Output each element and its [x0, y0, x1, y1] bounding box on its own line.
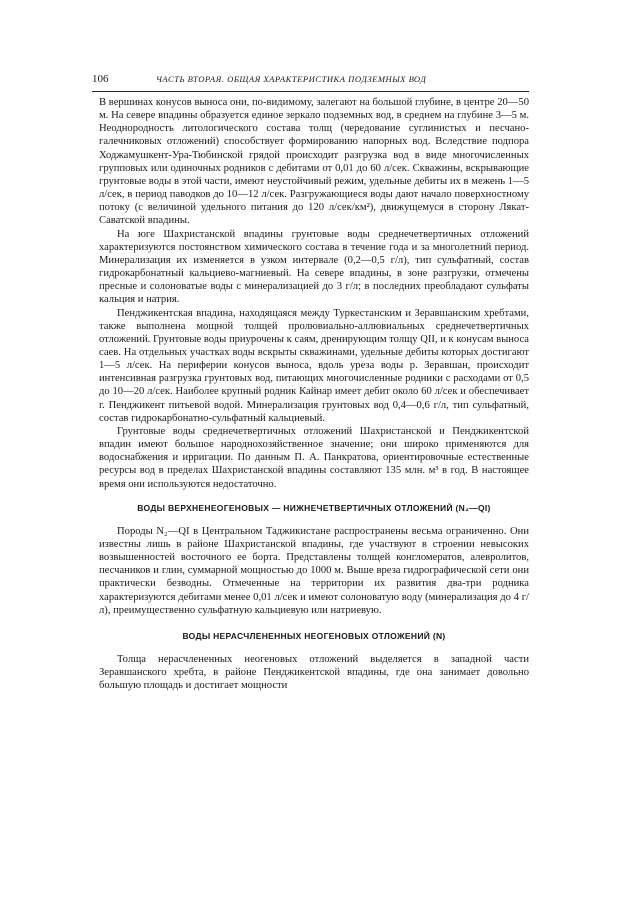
header-rule — [92, 91, 529, 92]
running-header — [92, 73, 529, 89]
section-2-text: Толща нерасчлененных неогеновых отложений выделяется в западной части Зеравшанского хребта, в районе Пенджикентской впадины, где она занимает довольно большую площадь и достигает мощности — [99, 654, 529, 692]
section-1-text: Породы N₂—QI в Центральном Таджикистане распространены весьма ограниченно. Они известны лишь в районе Шахристанской впадины, где участвуют в строении невысоких возвышенностей восточного ее борта. Представлены толщей конгломератов, алевролитов, песчаников и глин, суммарной мощностью до 1000 м. Выше вреза гидрографической сети они практически безводны. Отмеченные на территории их развития два-три родника характеризуются дебитами менее 0,01 л/сек и имеют солоноватую воду (минерализация до 4 г/л), преимущественно сульфатную кальциевую или натриевую. — [99, 525, 529, 616]
paragraph-4: Грунтовые воды среднечетвертичных отложений Шахристанской и Пенджикентской впадин имеют большое народнохозяйственное значение; они широко применяются для водоснабжения и ирригации. По данным П. А. Панкратова, ориентировочные естественные ресурсы вод в пределах Шахристанской впадины составляют 135 млн. м³ в год. В настоящее время они используются недостаточно. — [99, 425, 529, 490]
page-body — [99, 96, 529, 693]
paragraph-1: В вершинах конусов выноса они, по-видимому, залегают на большой глубине, в центре 20—50 м. На севере впадины образуется единое зеркало подземных вод, в среднем на глубине 3—5 м. Неоднородность литологического состава толщ (чередование суглинистых и песчано-галечниковых отложений) способствует формированию напорных вод. Вследствие подпора Ходжамушкент-Ура-Тюбинской грядой происходит разгрузка вод в виде многочисленных групповых или одиночных родников с дебитами от 0,01 до 60 л/сек. Скважины, вскрывающие грунтовые воды в этой части, имеют неустойчивый режим, удельные дебиты их в межень 1—5 л/сек, в период паводков до 10—12 л/сек. Разгружающиеся воды дают начало поверхностному потоку (с величиной удельного питания до 120 л/сек/км²), движущемуся в сторону Лякат-Саватской впадины. — [99, 97, 529, 227]
paragraph-3: Пенджикентская впадина, находящаяся между Туркестанским и Зеравшанским хребтами, также выполнена мощной толщей пролювиально-аллювиальных среднечетвертичных отложений. Грунтовые воды приурочены к саям, дренирующим толщу QII, и к конусам выноса саев. На отдельных участках воды вскрыты скважинами, удельные дебиты которых достигают 1—5 л/сек. На периферии конусов выноса, вдоль уреза воды р. Зеравшан, происходит интенсивная разгрузка грунтовых вод, питающих многочисленные родники с расходами от 0,5 до 10—20 л/сек. Наиболее крупный родник Кайнар имеет дебит около 60 л/сек и обеспечивает г. Пенджикент питьевой водой. Минерализация грунтовых вод 0,4—0,6 г/л, тип сульфатный, состав гидрокарбонатно-сульфатный кальциевый. — [99, 307, 529, 424]
paragraph-2: На юге Шахристанской впадины грунтовые воды среднечетвертичных отложений характеризуются постоянством химического состава в течение года и за многолетний период. Минерализация их изменяется в узком интервале (0,2—0,5 г/л), тип сульфатный, состав гидрокарбонатный кальциево-магниевый. На севере впадины, в зоне разгрузки, отмечены пресные и солоноватые воды с минерализацией до 3 г/л; в последних преобладают сульфаты кальция и натрия. — [99, 228, 529, 306]
section-heading-undivided-neogene: ВОДЫ НЕРАСЧЛЕНЕННЫХ НЕОГЕНОВЫХ ОТЛОЖЕНИЙ (N) — [182, 630, 446, 641]
page-number: 106 — [92, 73, 109, 85]
section-heading-upper-neogene: ВОДЫ ВЕРХНЕНЕОГЕНОВЫХ — НИЖНЕЧЕТВЕРТИЧНЫХ ОТЛОЖЕНИЙ (N₂—QI) — [137, 502, 491, 513]
running-title: ЧАСТЬ ВТОРАЯ. ОБЩАЯ ХАРАКТЕРИСТИКА ПОДЗЕМНЫХ ВОД — [156, 74, 427, 84]
